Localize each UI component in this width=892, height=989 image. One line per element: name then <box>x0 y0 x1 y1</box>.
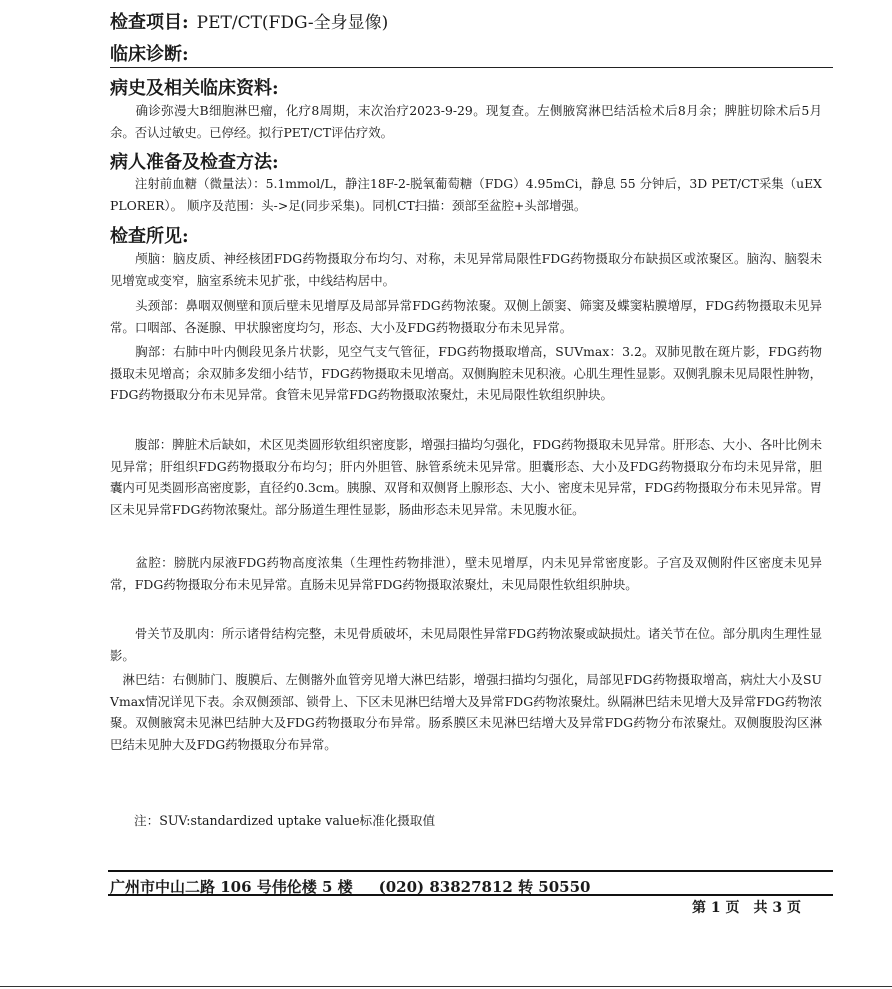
findings-head-neck: 头颈部：鼻咽双侧壁和顶后壁未见增厚及局部异常FDG药物浓聚。双侧上颌窦、筛窦及蝶窦粘膜增厚，FDG药物摄取未见异常。口咽部、各涎腺、甲状腺密度均匀，形态、大小及FDG药物摄取分布未见异常。 <box>110 298 822 335</box>
page-total: 共 3 页 <box>753 900 801 916</box>
footer-bottom-rule <box>108 894 833 896</box>
pagination <box>692 897 801 917</box>
findings-title: 检查所见: <box>110 226 189 247</box>
diagnosis-label: 临床诊断: <box>110 44 189 65</box>
history-text: 确诊弥漫大B细胞淋巴瘤，化疗8周期，末次治疗2023-9-29。现复查。左侧腋窝淋巴结活检术后8月余；脾脏切除术后5月余。否认过敏史。已停经。拟行PET/CT评估疗效。 <box>110 103 822 140</box>
preparation-text: 注射前血糖（微量法）：5.1mmol/L，静注18F-2-脱氧葡萄糖（FDG）4.95mCi，静息 55 分钟后，3D PET/CT采集（uEXPLORER）。 顺序及范围：头->足(同步采集)。同机CT扫描：颈部至盆腔+头部增强。 <box>110 176 822 213</box>
findings-lymph-nodes: 淋巴结：右侧肺门、腹膜后、左侧髂外血管旁见增大淋巴结影，增强扫描均匀强化，局部见FDG药物摄取增高，病灶大小及SUVmax情况详见下表。余双侧颈部、锁骨上、下区未见淋巴结增大及异常FDG药物浓聚灶。纵隔淋巴结未见增大及异常FDG药物浓聚。双侧腋窝未见淋巴结肿大及FDG药物摄取分布异常。肠系膜区未见淋巴结增大及异常FDG药物分布浓聚灶。双侧腹股沟区淋巴结未见肿大及FDG药物摄取分布异常。 <box>110 672 822 752</box>
page-bottom-edge <box>0 986 892 987</box>
findings-abdomen: 腹部：脾脏术后缺如，术区见类圆形软组织密度影，增强扫描均匀强化，FDG药物摄取未见异常。肝形态、大小、各叶比例未见异常；肝组织FDG药物摄取分布均匀；肝内外胆管、脉管系统未见异常。胆囊形态、大小及FDG药物摄取分布均未见异常，胆囊内可见类圆形高密度影，直径约0.3cm。胰腺、双肾和双侧肾上腺形态、大小、密度未见异常，FDG药物摄取分布未见异常。胃区未见异常FDG药物浓聚灶。部分肠道生理性显影，肠曲形态未见异常。未见腹水征。 <box>110 437 822 517</box>
findings-brain: 颅脑：脑皮质、神经核团FDG药物摄取分布均匀、对称，未见异常局限性FDG药物摄取分布缺损区或浓聚区。脑沟、脑裂未见增宽或变窄，脑室系统未见扩张，中线结构居中。 <box>110 251 822 288</box>
suv-note: 注：SUV:standardized uptake value标准化摄取值 <box>134 813 436 828</box>
findings-bone-muscle: 骨关节及肌肉：所示诸骨结构完整，未见骨质破坏，未见局限性异常FDG药物浓聚或缺损灶。诸关节在位。部分肌肉生理性显影。 <box>110 626 822 663</box>
footer-top-rule <box>108 870 833 872</box>
header-divider <box>110 67 833 68</box>
exam-item-value: PET/CT(FDG-全身显像) <box>196 13 389 33</box>
page-current: 第 1 页 <box>692 900 740 916</box>
footer-phone: (020) 83827812 转 50550 <box>378 878 591 896</box>
diagnosis-row <box>110 40 197 66</box>
exam-item-label: 检查项目: <box>110 12 189 33</box>
findings-pelvis: 盆腔：膀胱内尿液FDG药物高度浓集（生理性药物排泄），壁未见增厚，内未见异常密度影。子宫及双侧附件区密度未见异常，FDG药物摄取分布未见异常。直肠未见异常FDG药物摄取浓聚灶，未见局限性软组织肿块。 <box>110 555 822 592</box>
preparation-title: 病人准备及检查方法: <box>110 152 279 173</box>
footer-address: 广州市中山二路 106 号伟伦楼 5 楼 <box>110 878 353 896</box>
history-title: 病史及相关临床资料: <box>110 78 279 99</box>
findings-chest: 胸部：右肺中叶内侧段见条片状影，见空气支气管征，FDG药物摄取增高，SUVmax：3.2。双肺见散在斑片影，FDG药物摄取未见增高；余双肺多发细小结节，FDG药物摄取未见增高。双侧胸腔未见积液。心肌生理性显影。双侧乳腺未见局限性肿物，FDG药物摄取分布未见异常。食管未见异常FDG药物摄取浓聚灶，未见局限性软组织肿块。 <box>110 344 822 402</box>
exam-item-row <box>110 8 388 34</box>
